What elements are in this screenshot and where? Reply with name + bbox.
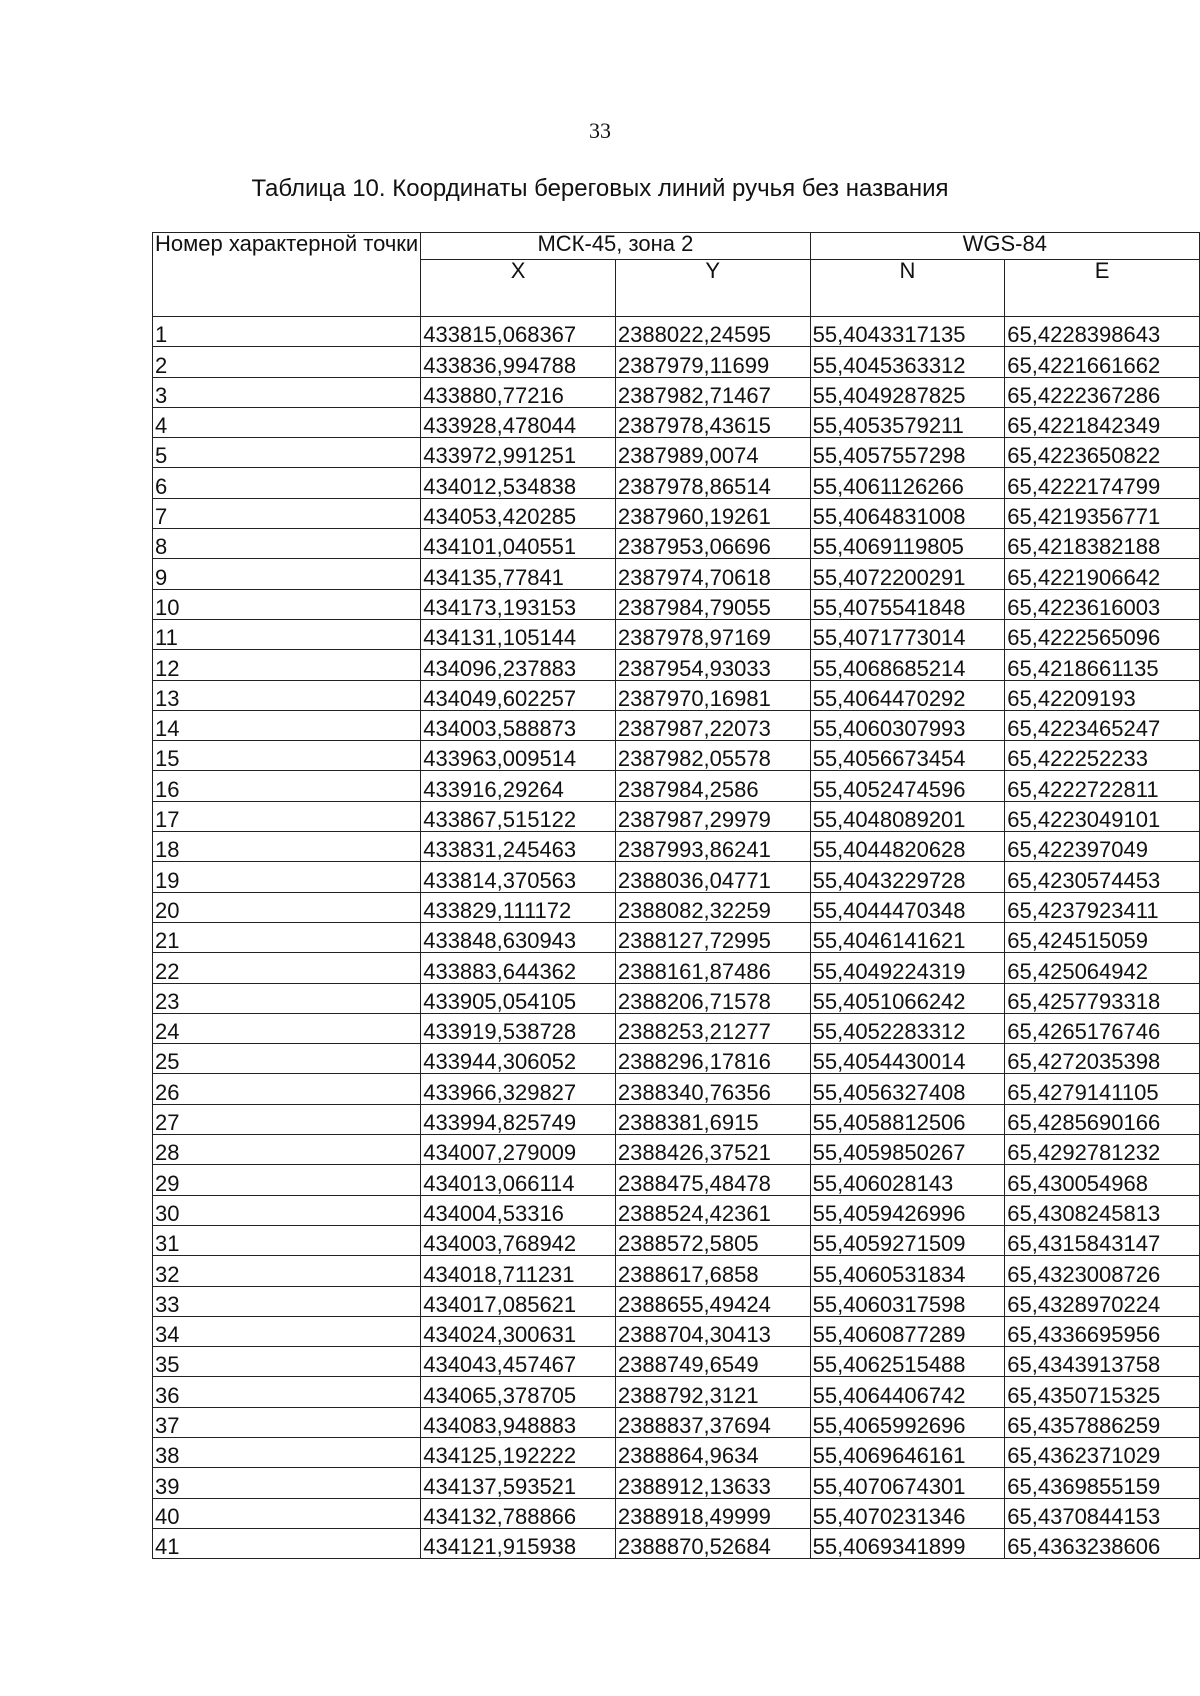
cell-e: 65,4223465247	[1005, 710, 1200, 740]
cell-e: 65,4362371029	[1005, 1437, 1200, 1467]
cell-n: 55,4059271509	[810, 1225, 1005, 1255]
cell-x: 433836,994788	[421, 347, 616, 377]
cell-x: 433966,329827	[421, 1074, 616, 1104]
cell-point-number: 15	[153, 741, 421, 771]
cell-n: 55,4048089201	[810, 801, 1005, 831]
cell-n: 55,4043317135	[810, 317, 1005, 347]
cell-y: 2388837,37694	[615, 1407, 810, 1437]
cell-n: 55,4056327408	[810, 1074, 1005, 1104]
cell-e: 65,4285690166	[1005, 1104, 1200, 1134]
cell-y: 2388655,49424	[615, 1286, 810, 1316]
header-n: N	[810, 260, 1005, 317]
cell-point-number: 23	[153, 983, 421, 1013]
cell-x: 433972,991251	[421, 438, 616, 468]
cell-n: 55,4069119805	[810, 529, 1005, 559]
table-row	[153, 892, 1200, 922]
cell-e: 65,4350715325	[1005, 1377, 1200, 1407]
cell-n: 55,4052474596	[810, 771, 1005, 801]
table-row	[153, 1104, 1200, 1134]
cell-y: 2387984,79055	[615, 589, 810, 619]
cell-y: 2387987,29979	[615, 801, 810, 831]
cell-x: 433883,644362	[421, 953, 616, 983]
cell-x: 433848,630943	[421, 922, 616, 952]
cell-point-number: 11	[153, 619, 421, 649]
cell-y: 2387989,0074	[615, 438, 810, 468]
table-row	[153, 1528, 1200, 1558]
cell-e: 65,4223049101	[1005, 801, 1200, 831]
table-row	[153, 680, 1200, 710]
table-row	[153, 1195, 1200, 1225]
cell-n: 55,4051066242	[810, 983, 1005, 1013]
table-row	[153, 1135, 1200, 1165]
cell-e: 65,4221661662	[1005, 347, 1200, 377]
cell-n: 55,4064831008	[810, 498, 1005, 528]
cell-point-number: 34	[153, 1316, 421, 1346]
cell-e: 65,42209193	[1005, 680, 1200, 710]
cell-y: 2388381,6915	[615, 1104, 810, 1134]
header-x: X	[421, 260, 616, 317]
cell-n: 55,4057557298	[810, 438, 1005, 468]
table-row	[153, 801, 1200, 831]
cell-y: 2388426,37521	[615, 1135, 810, 1165]
table-row	[153, 922, 1200, 952]
cell-x: 433815,068367	[421, 317, 616, 347]
cell-x: 434024,300631	[421, 1316, 616, 1346]
cell-point-number: 38	[153, 1437, 421, 1467]
cell-e: 65,4292781232	[1005, 1135, 1200, 1165]
cell-point-number: 20	[153, 892, 421, 922]
cell-e: 65,4222367286	[1005, 377, 1200, 407]
table-row	[153, 953, 1200, 983]
table-row	[153, 1286, 1200, 1316]
table-row	[153, 529, 1200, 559]
cell-y: 2388864,9634	[615, 1437, 810, 1467]
cell-point-number: 26	[153, 1074, 421, 1104]
table-row	[153, 407, 1200, 437]
cell-e: 65,4222174799	[1005, 468, 1200, 498]
cell-point-number: 5	[153, 438, 421, 468]
table-row	[153, 1498, 1200, 1528]
table-row	[153, 1044, 1200, 1074]
cell-e: 65,4218661135	[1005, 650, 1200, 680]
cell-n: 55,4070231346	[810, 1498, 1005, 1528]
table-row	[153, 862, 1200, 892]
cell-point-number: 8	[153, 529, 421, 559]
cell-y: 2388296,17816	[615, 1044, 810, 1074]
cell-y: 2387974,70618	[615, 559, 810, 589]
cell-n: 55,4044820628	[810, 832, 1005, 862]
cell-point-number: 41	[153, 1528, 421, 1558]
cell-y: 2388206,71578	[615, 983, 810, 1013]
cell-n: 55,4043229728	[810, 862, 1005, 892]
table-body	[153, 317, 1200, 1559]
cell-e: 65,4357886259	[1005, 1407, 1200, 1437]
cell-x: 433994,825749	[421, 1104, 616, 1134]
cell-point-number: 25	[153, 1044, 421, 1074]
cell-x: 433814,370563	[421, 862, 616, 892]
cell-x: 433944,306052	[421, 1044, 616, 1074]
cell-n: 55,4062515488	[810, 1347, 1005, 1377]
cell-e: 65,430054968	[1005, 1165, 1200, 1195]
cell-point-number: 28	[153, 1135, 421, 1165]
cell-x: 434007,279009	[421, 1135, 616, 1165]
cell-x: 434096,237883	[421, 650, 616, 680]
cell-y: 2387993,86241	[615, 832, 810, 862]
cell-e: 65,4363238606	[1005, 1528, 1200, 1558]
cell-y: 2388749,6549	[615, 1347, 810, 1377]
cell-x: 433928,478044	[421, 407, 616, 437]
header-e: E	[1005, 260, 1200, 317]
cell-point-number: 31	[153, 1225, 421, 1255]
cell-point-number: 39	[153, 1468, 421, 1498]
cell-y: 2388161,87486	[615, 953, 810, 983]
table-row	[153, 771, 1200, 801]
cell-x: 434003,768942	[421, 1225, 616, 1255]
cell-point-number: 22	[153, 953, 421, 983]
table-row	[153, 1437, 1200, 1467]
cell-e: 65,4219356771	[1005, 498, 1200, 528]
cell-x: 433867,515122	[421, 801, 616, 831]
cell-y: 2388036,04771	[615, 862, 810, 892]
cell-point-number: 19	[153, 862, 421, 892]
cell-n: 55,4053579211	[810, 407, 1005, 437]
coordinates-table	[152, 232, 1200, 1559]
table-row	[153, 832, 1200, 862]
cell-point-number: 36	[153, 1377, 421, 1407]
cell-x: 434173,193153	[421, 589, 616, 619]
cell-n: 55,4060317598	[810, 1286, 1005, 1316]
cell-y: 2388253,21277	[615, 1013, 810, 1043]
cell-y: 2387978,97169	[615, 619, 810, 649]
table-row	[153, 317, 1200, 347]
cell-n: 55,4045363312	[810, 347, 1005, 377]
cell-y: 2387960,19261	[615, 498, 810, 528]
cell-n: 55,4064406742	[810, 1377, 1005, 1407]
cell-n: 55,4054430014	[810, 1044, 1005, 1074]
table-row	[153, 650, 1200, 680]
cell-y: 2388524,42361	[615, 1195, 810, 1225]
table-row	[153, 1165, 1200, 1195]
cell-x: 433831,245463	[421, 832, 616, 862]
cell-y: 2388082,32259	[615, 892, 810, 922]
cell-y: 2388022,24595	[615, 317, 810, 347]
table-row	[153, 438, 1200, 468]
table-row	[153, 1468, 1200, 1498]
cell-x: 434135,77841	[421, 559, 616, 589]
cell-x: 434012,534838	[421, 468, 616, 498]
cell-point-number: 29	[153, 1165, 421, 1195]
cell-y: 2387953,06696	[615, 529, 810, 559]
table-row	[153, 741, 1200, 771]
cell-y: 2388918,49999	[615, 1498, 810, 1528]
cell-point-number: 40	[153, 1498, 421, 1528]
header-wgs84: WGS-84	[810, 233, 1199, 260]
cell-y: 2388340,76356	[615, 1074, 810, 1104]
cell-x: 434121,915938	[421, 1528, 616, 1558]
cell-x: 434013,066114	[421, 1165, 616, 1195]
header-msk45: МСК-45, зона 2	[421, 233, 810, 260]
cell-n: 55,4061126266	[810, 468, 1005, 498]
table-row	[153, 1225, 1200, 1255]
cell-e: 65,4223650822	[1005, 438, 1200, 468]
cell-n: 55,4068685214	[810, 650, 1005, 680]
cell-e: 65,422252233	[1005, 741, 1200, 771]
cell-x: 434137,593521	[421, 1468, 616, 1498]
cell-point-number: 16	[153, 771, 421, 801]
cell-e: 65,4370844153	[1005, 1498, 1200, 1528]
cell-n: 55,4060307993	[810, 710, 1005, 740]
cell-x: 434043,457467	[421, 1347, 616, 1377]
table-row	[153, 589, 1200, 619]
cell-x: 434017,085621	[421, 1286, 616, 1316]
cell-point-number: 14	[153, 710, 421, 740]
cell-point-number: 35	[153, 1347, 421, 1377]
table-row	[153, 983, 1200, 1013]
table-row	[153, 1316, 1200, 1346]
cell-e: 65,4221906642	[1005, 559, 1200, 589]
cell-e: 65,4328970224	[1005, 1286, 1200, 1316]
cell-n: 55,4052283312	[810, 1013, 1005, 1043]
cell-e: 65,4221842349	[1005, 407, 1200, 437]
table-row	[153, 1407, 1200, 1437]
cell-x: 433963,009514	[421, 741, 616, 771]
page-number: 33	[589, 118, 611, 143]
cell-n: 55,4046141621	[810, 922, 1005, 952]
cell-y: 2387978,43615	[615, 407, 810, 437]
cell-point-number: 7	[153, 498, 421, 528]
cell-point-number: 12	[153, 650, 421, 680]
cell-n: 55,4056673454	[810, 741, 1005, 771]
cell-e: 65,4223616003	[1005, 589, 1200, 619]
cell-n: 55,4064470292	[810, 680, 1005, 710]
cell-point-number: 10	[153, 589, 421, 619]
cell-n: 55,4069341899	[810, 1528, 1005, 1558]
cell-e: 65,4279141105	[1005, 1074, 1200, 1104]
table-row	[153, 1074, 1200, 1104]
cell-y: 2388475,48478	[615, 1165, 810, 1195]
cell-point-number: 33	[153, 1286, 421, 1316]
cell-e: 65,4315843147	[1005, 1225, 1200, 1255]
cell-n: 55,4065992696	[810, 1407, 1005, 1437]
cell-n: 55,4059426996	[810, 1195, 1005, 1225]
header-point-number: Номер характерной точки	[153, 233, 421, 317]
cell-e: 65,4218382188	[1005, 529, 1200, 559]
cell-y: 2387982,05578	[615, 741, 810, 771]
cell-e: 65,422397049	[1005, 832, 1200, 862]
cell-e: 65,4343913758	[1005, 1347, 1200, 1377]
cell-y: 2387984,2586	[615, 771, 810, 801]
cell-point-number: 24	[153, 1013, 421, 1043]
table-row	[153, 498, 1200, 528]
cell-point-number: 27	[153, 1104, 421, 1134]
cell-y: 2387978,86514	[615, 468, 810, 498]
cell-x: 434132,788866	[421, 1498, 616, 1528]
cell-y: 2388704,30413	[615, 1316, 810, 1346]
cell-point-number: 37	[153, 1407, 421, 1437]
cell-y: 2387954,93033	[615, 650, 810, 680]
cell-point-number: 3	[153, 377, 421, 407]
cell-x: 434131,105144	[421, 619, 616, 649]
cell-point-number: 9	[153, 559, 421, 589]
cell-n: 55,4060877289	[810, 1316, 1005, 1346]
cell-x: 433905,054105	[421, 983, 616, 1013]
cell-e: 65,4265176746	[1005, 1013, 1200, 1043]
cell-x: 434125,192222	[421, 1437, 616, 1467]
cell-e: 65,4336695956	[1005, 1316, 1200, 1346]
table-row	[153, 1347, 1200, 1377]
cell-e: 65,425064942	[1005, 953, 1200, 983]
cell-e: 65,4228398643	[1005, 317, 1200, 347]
cell-point-number: 21	[153, 922, 421, 952]
cell-x: 434101,040551	[421, 529, 616, 559]
cell-x: 434083,948883	[421, 1407, 616, 1437]
cell-y: 2388912,13633	[615, 1468, 810, 1498]
cell-n: 55,4069646161	[810, 1437, 1005, 1467]
cell-x: 434065,378705	[421, 1377, 616, 1407]
cell-point-number: 30	[153, 1195, 421, 1225]
cell-e: 65,4222565096	[1005, 619, 1200, 649]
cell-y: 2387979,11699	[615, 347, 810, 377]
cell-point-number: 32	[153, 1256, 421, 1286]
table-row	[153, 1377, 1200, 1407]
cell-y: 2388617,6858	[615, 1256, 810, 1286]
cell-point-number: 1	[153, 317, 421, 347]
table-row	[153, 347, 1200, 377]
cell-x: 433919,538728	[421, 1013, 616, 1043]
cell-x: 434053,420285	[421, 498, 616, 528]
cell-point-number: 17	[153, 801, 421, 831]
cell-point-number: 13	[153, 680, 421, 710]
cell-n: 55,4059850267	[810, 1135, 1005, 1165]
cell-e: 65,4237923411	[1005, 892, 1200, 922]
cell-x: 434003,588873	[421, 710, 616, 740]
table-row	[153, 710, 1200, 740]
cell-e: 65,4369855159	[1005, 1468, 1200, 1498]
cell-y: 2387987,22073	[615, 710, 810, 740]
cell-n: 55,4060531834	[810, 1256, 1005, 1286]
table-row	[153, 468, 1200, 498]
cell-x: 433916,29264	[421, 771, 616, 801]
cell-y: 2388572,5805	[615, 1225, 810, 1255]
cell-n: 55,4072200291	[810, 559, 1005, 589]
table-row	[153, 559, 1200, 589]
cell-x: 434018,711231	[421, 1256, 616, 1286]
cell-n: 55,4049287825	[810, 377, 1005, 407]
cell-e: 65,4230574453	[1005, 862, 1200, 892]
cell-x: 434004,53316	[421, 1195, 616, 1225]
cell-e: 65,424515059	[1005, 922, 1200, 952]
cell-e: 65,4308245813	[1005, 1195, 1200, 1225]
cell-point-number: 6	[153, 468, 421, 498]
cell-n: 55,4070674301	[810, 1468, 1005, 1498]
cell-x: 434049,602257	[421, 680, 616, 710]
cell-n: 55,4049224319	[810, 953, 1005, 983]
table-row	[153, 619, 1200, 649]
table-row	[153, 1013, 1200, 1043]
cell-x: 433880,77216	[421, 377, 616, 407]
table-row	[153, 1256, 1200, 1286]
cell-point-number: 18	[153, 832, 421, 862]
table-row	[153, 377, 1200, 407]
cell-x: 433829,111172	[421, 892, 616, 922]
cell-n: 55,4044470348	[810, 892, 1005, 922]
cell-e: 65,4257793318	[1005, 983, 1200, 1013]
cell-y: 2388127,72995	[615, 922, 810, 952]
cell-e: 65,4272035398	[1005, 1044, 1200, 1074]
header-y: Y	[615, 260, 810, 317]
cell-n: 55,4075541848	[810, 589, 1005, 619]
cell-n: 55,406028143	[810, 1165, 1005, 1195]
cell-y: 2388870,52684	[615, 1528, 810, 1558]
cell-e: 65,4222722811	[1005, 771, 1200, 801]
cell-point-number: 4	[153, 407, 421, 437]
cell-y: 2387982,71467	[615, 377, 810, 407]
cell-y: 2387970,16981	[615, 680, 810, 710]
cell-y: 2388792,3121	[615, 1377, 810, 1407]
table-title: Таблица 10. Координаты береговых линий ручья без названия	[251, 175, 949, 202]
cell-n: 55,4071773014	[810, 619, 1005, 649]
cell-e: 65,4323008726	[1005, 1256, 1200, 1286]
cell-point-number: 2	[153, 347, 421, 377]
cell-n: 55,4058812506	[810, 1104, 1005, 1134]
